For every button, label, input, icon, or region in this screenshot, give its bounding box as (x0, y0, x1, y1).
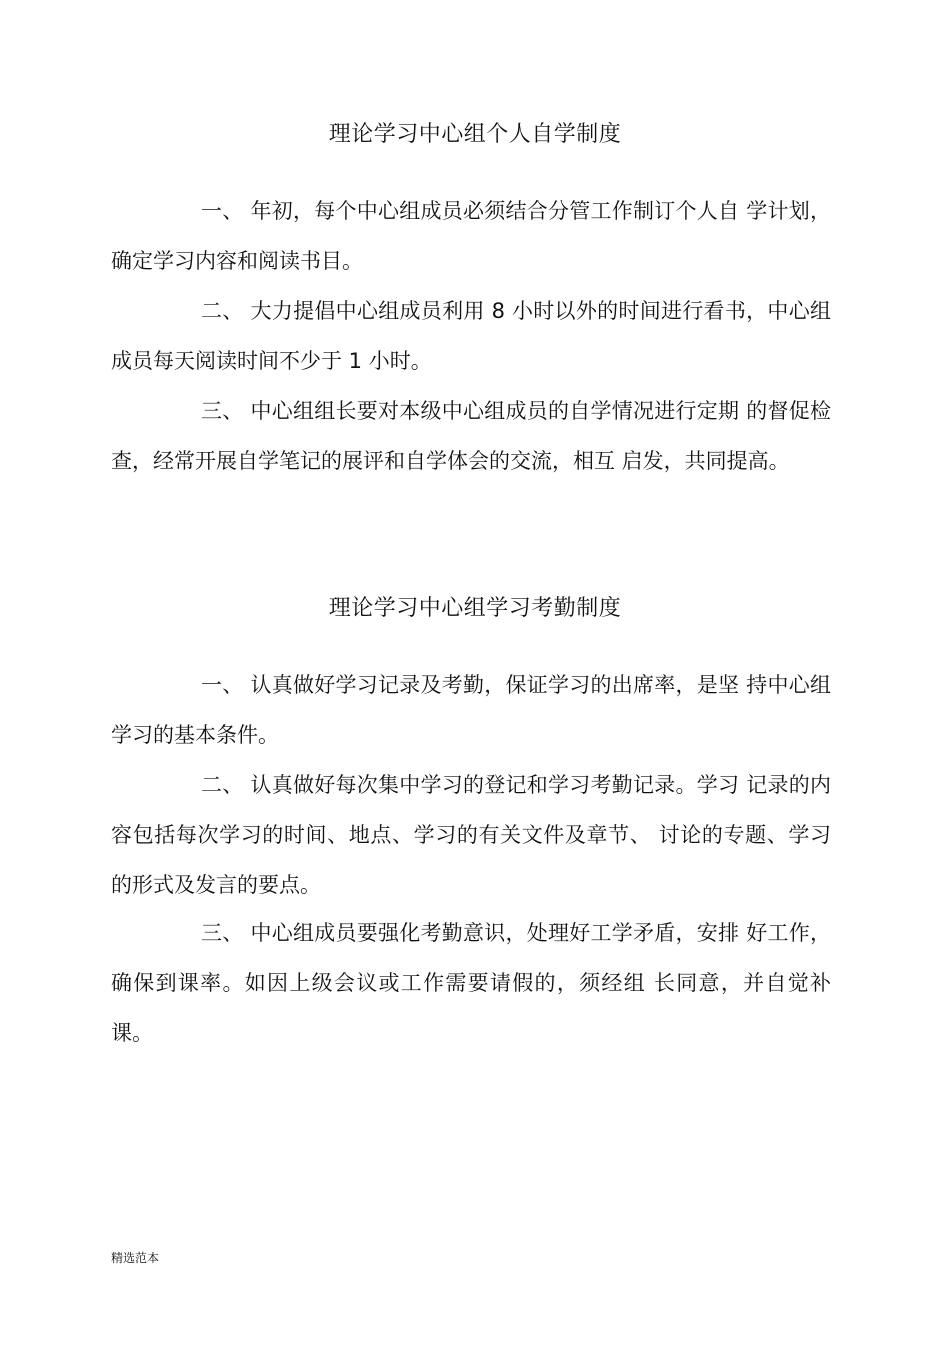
self-study-rule-2: 二、 大力提倡中心组成员利用 8 小时以外的时间进行看书，中心组成员每天阅读时间不少于 1 小时。 (111, 299, 831, 373)
attendance-rule-3: 三、 中心组成员要强化考勤意识，处理好工学矛盾，安排 好工作，确保到课率。如因上级会议或工作需要请假的，须经组 长同意，并自觉补课。 (111, 921, 831, 1045)
section-title-self-study: 理论学习中心组个人自学制度 (328, 122, 622, 147)
footer-label: 精选范本 (111, 1251, 160, 1265)
section-title-attendance: 理论学习中心组学习考勤制度 (328, 596, 622, 621)
attendance-rule-1: 一、 认真做好学习记录及考勤，保证学习的出席率，是坚 持中心组学习的基本条件。 (111, 673, 831, 747)
self-study-rule-3: 三、 中心组组长要对本级中心组成员的自学情况进行定期 的督促检查，经常开展自学笔记的展评和自学体会的交流，相互 启发，共同提高。 (111, 399, 831, 473)
self-study-rule-1: 一、 年初，每个中心组成员必须结合分管工作制订个人自 学计划，确定学习内容和阅读书目。 (111, 199, 831, 273)
attendance-rule-2: 二、 认真做好每次集中学习的登记和学习考勤记录。学习 记录的内容包括每次学习的时间、地点、学习的有关文件及章节、 讨论的专题、学习的形式及发言的要点。 (111, 773, 831, 897)
